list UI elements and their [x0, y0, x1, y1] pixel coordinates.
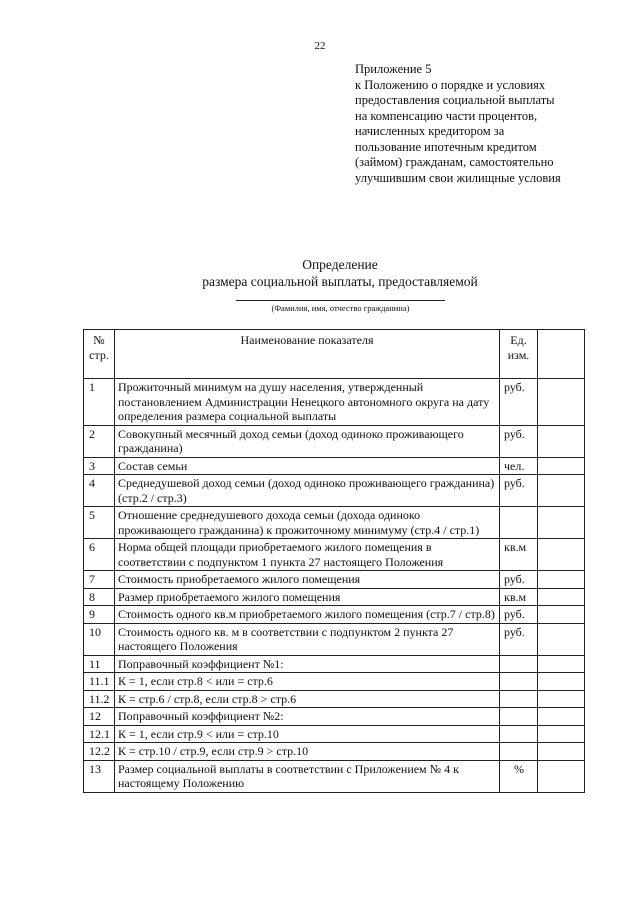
row-number: 11.1 [84, 673, 115, 691]
indicator-name: Состав семьи [115, 457, 500, 475]
appendix-line: (займом) гражданам, самостоятельно [355, 155, 554, 169]
header-indicator-name: Наименование показателя [115, 330, 500, 379]
unit-cell: руб. [500, 379, 538, 426]
row-number: 10 [84, 623, 115, 655]
indicator-name: Стоимость одного кв.м приобретаемого жилого помещения (стр.7 / стр.8) [115, 606, 500, 624]
value-cell[interactable] [538, 507, 585, 539]
unit-cell [500, 507, 538, 539]
table-row [84, 760, 585, 792]
indicator-name: Среднедушевой доход семьи (доход одиноко проживающего гражданина) (стр.2 / стр.3) [115, 475, 500, 507]
unit-cell: руб. [500, 606, 538, 624]
appendix-line: к Положению о порядке и условиях [355, 77, 546, 92]
indicator-name: Норма общей площади приобретаемого жилого помещения в соответствии с подпунктом 1 пункта 27 настоящего Положения [115, 539, 500, 571]
indicator-name: Стоимость одного кв. м в соответствии с подпунктом 2 пункта 27 настоящего Положения [115, 623, 500, 655]
appendix-line: начисленных кредитором за [355, 124, 505, 138]
row-number: 12 [84, 708, 115, 726]
table-row [84, 606, 585, 624]
table-row [84, 475, 585, 507]
name-underline [236, 300, 445, 301]
table-row [84, 623, 585, 655]
row-number: 3 [84, 457, 115, 475]
table-header-row [84, 330, 585, 379]
page-number: 22 [314, 40, 326, 52]
unit-cell: % [500, 760, 538, 792]
table-row [84, 379, 585, 426]
table-row [84, 743, 585, 761]
value-cell[interactable] [538, 379, 585, 426]
indicator-name: Размер приобретаемого жилого помещения [115, 588, 500, 606]
table-row [84, 655, 585, 673]
row-number: 1 [84, 379, 115, 426]
indicator-name: Стоимость приобретаемого жилого помещения [115, 571, 500, 589]
indicator-name: Поправочный коэффициент №2: [115, 708, 500, 726]
title-line-1: Определение [302, 257, 378, 272]
row-number: 5 [84, 507, 115, 539]
indicator-name: Прожиточный минимум на душу населения, утвержденный постановлением Администрации Ненецкого автономного округа на дату определения размера социальной выплаты [115, 379, 500, 426]
unit-cell: руб. [500, 425, 538, 457]
unit-cell [500, 708, 538, 726]
table-row [84, 425, 585, 457]
indicator-name: Поправочный коэффициент №1: [115, 655, 500, 673]
unit-cell: руб. [500, 571, 538, 589]
appendix-line: пользование ипотечным кредитом [355, 139, 537, 154]
calculation-table [83, 329, 585, 793]
value-cell[interactable] [538, 475, 585, 507]
unit-cell: кв.м [500, 539, 538, 571]
value-cell[interactable] [538, 425, 585, 457]
table-row [84, 725, 585, 743]
table-row [84, 507, 585, 539]
unit-cell [500, 743, 538, 761]
appendix-line: на компенсацию части процентов, [355, 108, 538, 123]
row-number: 9 [84, 606, 115, 624]
unit-cell: руб. [500, 475, 538, 507]
row-number: 2 [84, 425, 115, 457]
appendix-header [355, 62, 625, 186]
unit-cell: кв.м [500, 588, 538, 606]
value-cell[interactable] [538, 708, 585, 726]
unit-cell: чел. [500, 457, 538, 475]
unit-cell [500, 673, 538, 691]
indicator-name: Отношение среднедушевого дохода семьи (дохода одиноко проживающего гражданина) к прожиточному минимуму (стр.4 / стр.1) [115, 507, 500, 539]
unit-cell: руб. [500, 623, 538, 655]
table-body [84, 379, 585, 793]
value-cell[interactable] [538, 588, 585, 606]
value-cell[interactable] [538, 690, 585, 708]
table-row [84, 690, 585, 708]
appendix-line: Приложение 5 [355, 62, 432, 76]
value-cell[interactable] [538, 457, 585, 475]
table-row [84, 588, 585, 606]
header-unit: Ед. изм. [500, 330, 538, 379]
value-cell[interactable] [538, 623, 585, 655]
row-number: 13 [84, 760, 115, 792]
appendix-line: предоставления социальной выплаты [355, 93, 555, 107]
indicator-name: К = 1, если стр.9 < или = стр.10 [115, 725, 500, 743]
row-number: 7 [84, 571, 115, 589]
table-row [84, 457, 585, 475]
table-row [84, 673, 585, 691]
value-cell[interactable] [538, 539, 585, 571]
row-number: 4 [84, 475, 115, 507]
title-line-2: размера социальной выплаты, предоставляемой [202, 274, 478, 289]
row-number: 11 [84, 655, 115, 673]
indicator-name: Совокупный месячный доход семьи (доход одиноко проживающего гражданина) [115, 425, 500, 457]
header-value [538, 330, 585, 379]
value-cell[interactable] [538, 571, 585, 589]
value-cell[interactable] [538, 606, 585, 624]
row-number: 12.2 [84, 743, 115, 761]
row-number: 6 [84, 539, 115, 571]
document-title [0, 256, 640, 290]
table-row [84, 571, 585, 589]
indicator-name: Размер социальной выплаты в соответствии с Приложением № 4 к настоящему Положению [115, 760, 500, 792]
indicator-name: К = стр.10 / стр.9, если стр.9 > стр.10 [115, 743, 500, 761]
value-cell[interactable] [538, 655, 585, 673]
table-row [84, 708, 585, 726]
appendix-line: улучшившим свои жилищные условия [355, 170, 561, 185]
value-cell[interactable] [538, 760, 585, 792]
row-number: 12.1 [84, 725, 115, 743]
indicator-name: К = 1, если стр.8 < или = стр.6 [115, 673, 500, 691]
unit-cell [500, 655, 538, 673]
row-number: 11.2 [84, 690, 115, 708]
indicator-name: К = стр.6 / стр.8, если стр.8 > стр.6 [115, 690, 500, 708]
unit-cell [500, 690, 538, 708]
value-cell[interactable] [538, 673, 585, 691]
value-cell[interactable] [538, 743, 585, 761]
row-number: 8 [84, 588, 115, 606]
unit-cell [500, 725, 538, 743]
table-row [84, 539, 585, 571]
header-row-number: № стр. [84, 330, 115, 379]
value-cell[interactable] [538, 725, 585, 743]
name-caption: (Фамилия, имя, отчество гражданина) [271, 303, 410, 313]
